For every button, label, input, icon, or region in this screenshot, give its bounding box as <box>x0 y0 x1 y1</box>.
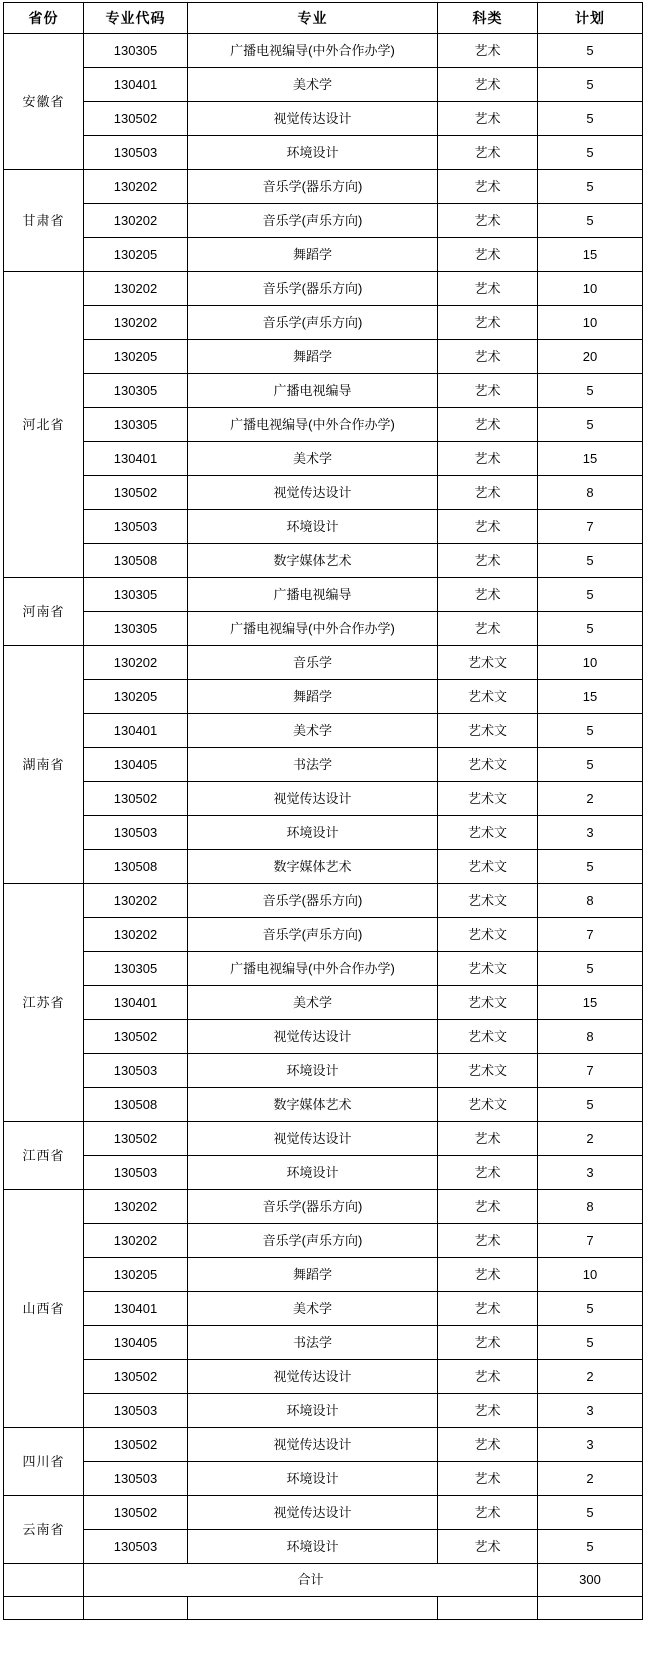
category-cell: 艺术 <box>438 1156 538 1190</box>
table-row <box>4 1462 643 1496</box>
table-row <box>4 1054 643 1088</box>
category-cell: 艺术文 <box>438 986 538 1020</box>
major-code-cell: 130202 <box>84 884 188 918</box>
category-cell: 艺术 <box>438 1394 538 1428</box>
plan-count-cell: 15 <box>538 238 643 272</box>
plan-count-cell: 7 <box>538 510 643 544</box>
plan-count-cell: 5 <box>538 1088 643 1122</box>
table-row <box>4 1530 643 1564</box>
major-name-cell: 美术学 <box>188 714 438 748</box>
major-code-cell: 130305 <box>84 612 188 646</box>
plan-count-cell: 5 <box>538 1292 643 1326</box>
category-cell: 艺术文 <box>438 918 538 952</box>
table-row <box>4 1326 643 1360</box>
major-name-cell: 美术学 <box>188 986 438 1020</box>
empty-cell <box>84 1597 188 1620</box>
table-row <box>4 408 643 442</box>
major-name-cell: 环境设计 <box>188 1054 438 1088</box>
category-cell: 艺术文 <box>438 782 538 816</box>
plan-count-cell: 10 <box>538 306 643 340</box>
plan-count-cell: 10 <box>538 1258 643 1292</box>
plan-count-cell: 5 <box>538 544 643 578</box>
major-name-cell: 音乐学(声乐方向) <box>188 204 438 238</box>
category-cell: 艺术文 <box>438 1054 538 1088</box>
table-row <box>4 34 643 68</box>
category-cell: 艺术 <box>438 1360 538 1394</box>
major-name-cell: 视觉传达设计 <box>188 1360 438 1394</box>
table-row <box>4 612 643 646</box>
category-cell: 艺术 <box>438 1122 538 1156</box>
major-name-cell: 音乐学(声乐方向) <box>188 306 438 340</box>
plan-count-cell: 5 <box>538 1530 643 1564</box>
category-cell: 艺术 <box>438 612 538 646</box>
category-cell: 艺术 <box>438 272 538 306</box>
table-row <box>4 204 643 238</box>
table-row <box>4 1428 643 1462</box>
plan-count-cell: 5 <box>538 68 643 102</box>
plan-count-cell: 20 <box>538 340 643 374</box>
plan-count-cell: 5 <box>538 1496 643 1530</box>
major-code-cell: 130205 <box>84 340 188 374</box>
table-row <box>4 102 643 136</box>
plan-count-cell: 5 <box>538 952 643 986</box>
major-code-cell: 130502 <box>84 476 188 510</box>
major-name-cell: 数字媒体艺术 <box>188 850 438 884</box>
major-code-cell: 130503 <box>84 1054 188 1088</box>
major-name-cell: 视觉传达设计 <box>188 102 438 136</box>
table-body <box>4 34 643 1620</box>
table-row <box>4 1360 643 1394</box>
total-value: 300 <box>538 1564 643 1597</box>
major-name-cell: 广播电视编导 <box>188 578 438 612</box>
category-cell: 艺术 <box>438 578 538 612</box>
major-name-cell: 舞蹈学 <box>188 680 438 714</box>
category-cell: 艺术文 <box>438 680 538 714</box>
plan-count-cell: 3 <box>538 1428 643 1462</box>
table-row <box>4 884 643 918</box>
major-name-cell: 美术学 <box>188 1292 438 1326</box>
major-name-cell: 音乐学(器乐方向) <box>188 1190 438 1224</box>
table-row <box>4 374 643 408</box>
total-row-empty-cell <box>4 1564 84 1597</box>
table-row <box>4 1258 643 1292</box>
major-name-cell: 视觉传达设计 <box>188 1020 438 1054</box>
table-row <box>4 340 643 374</box>
category-cell: 艺术文 <box>438 952 538 986</box>
table-row <box>4 578 643 612</box>
province-cell: 江西省 <box>4 1122 84 1190</box>
major-name-cell: 音乐学(声乐方向) <box>188 1224 438 1258</box>
table-row <box>4 136 643 170</box>
plan-count-cell: 15 <box>538 680 643 714</box>
column-header-category: 科类 <box>438 3 538 34</box>
major-name-cell: 视觉传达设计 <box>188 782 438 816</box>
category-cell: 艺术 <box>438 1258 538 1292</box>
table-row <box>4 782 643 816</box>
major-code-cell: 130305 <box>84 952 188 986</box>
category-cell: 艺术文 <box>438 714 538 748</box>
table-row <box>4 1496 643 1530</box>
category-cell: 艺术 <box>438 1496 538 1530</box>
plan-count-cell: 5 <box>538 714 643 748</box>
empty-cell <box>438 1597 538 1620</box>
category-cell: 艺术文 <box>438 646 538 680</box>
major-code-cell: 130503 <box>84 136 188 170</box>
major-code-cell: 130508 <box>84 544 188 578</box>
major-code-cell: 130202 <box>84 918 188 952</box>
major-name-cell: 环境设计 <box>188 816 438 850</box>
province-cell: 云南省 <box>4 1496 84 1564</box>
major-code-cell: 130305 <box>84 34 188 68</box>
plan-count-cell: 5 <box>538 408 643 442</box>
major-name-cell: 广播电视编导(中外合作办学) <box>188 408 438 442</box>
table-row <box>4 1122 643 1156</box>
plan-count-cell: 8 <box>538 476 643 510</box>
category-cell: 艺术文 <box>438 1020 538 1054</box>
table-row <box>4 476 643 510</box>
table-row <box>4 952 643 986</box>
province-cell: 湖南省 <box>4 646 84 884</box>
trailing-empty-row <box>4 1597 643 1620</box>
plan-count-cell: 2 <box>538 782 643 816</box>
table-row <box>4 442 643 476</box>
major-code-cell: 130502 <box>84 782 188 816</box>
plan-count-cell: 5 <box>538 374 643 408</box>
plan-count-cell: 7 <box>538 1224 643 1258</box>
category-cell: 艺术 <box>438 1190 538 1224</box>
category-cell: 艺术文 <box>438 748 538 782</box>
major-name-cell: 环境设计 <box>188 510 438 544</box>
province-cell: 江苏省 <box>4 884 84 1122</box>
total-label: 合计 <box>84 1564 538 1597</box>
category-cell: 艺术 <box>438 340 538 374</box>
table-row <box>4 1020 643 1054</box>
plan-count-cell: 7 <box>538 918 643 952</box>
major-name-cell: 舞蹈学 <box>188 1258 438 1292</box>
category-cell: 艺术 <box>438 1530 538 1564</box>
major-name-cell: 视觉传达设计 <box>188 1496 438 1530</box>
table-row <box>4 748 643 782</box>
major-name-cell: 书法学 <box>188 748 438 782</box>
major-code-cell: 130502 <box>84 1428 188 1462</box>
table-row <box>4 816 643 850</box>
plan-count-cell: 5 <box>538 204 643 238</box>
plan-count-cell: 15 <box>538 986 643 1020</box>
plan-count-cell: 5 <box>538 102 643 136</box>
table-row <box>4 918 643 952</box>
category-cell: 艺术文 <box>438 1088 538 1122</box>
category-cell: 艺术 <box>438 374 538 408</box>
major-name-cell: 数字媒体艺术 <box>188 544 438 578</box>
enrollment-plan-table <box>3 2 643 1620</box>
table-row <box>4 680 643 714</box>
plan-count-cell: 5 <box>538 748 643 782</box>
table-row <box>4 544 643 578</box>
table-row <box>4 68 643 102</box>
plan-count-cell: 2 <box>538 1462 643 1496</box>
major-code-cell: 130503 <box>84 1530 188 1564</box>
major-name-cell: 音乐学(器乐方向) <box>188 884 438 918</box>
major-name-cell: 视觉传达设计 <box>188 476 438 510</box>
province-cell: 山西省 <box>4 1190 84 1428</box>
major-code-cell: 130502 <box>84 1020 188 1054</box>
table-row <box>4 1156 643 1190</box>
table-row <box>4 1292 643 1326</box>
major-name-cell: 音乐学 <box>188 646 438 680</box>
column-header-plan: 计划 <box>538 3 643 34</box>
major-name-cell: 数字媒体艺术 <box>188 1088 438 1122</box>
empty-cell <box>538 1597 643 1620</box>
category-cell: 艺术文 <box>438 850 538 884</box>
major-code-cell: 130205 <box>84 238 188 272</box>
major-code-cell: 130405 <box>84 748 188 782</box>
major-name-cell: 舞蹈学 <box>188 238 438 272</box>
plan-count-cell: 2 <box>538 1360 643 1394</box>
major-code-cell: 130202 <box>84 170 188 204</box>
major-code-cell: 130202 <box>84 1190 188 1224</box>
major-code-cell: 130502 <box>84 1122 188 1156</box>
plan-count-cell: 5 <box>538 34 643 68</box>
plan-count-cell: 10 <box>538 272 643 306</box>
category-cell: 艺术 <box>438 408 538 442</box>
category-cell: 艺术 <box>438 170 538 204</box>
major-code-cell: 130205 <box>84 1258 188 1292</box>
category-cell: 艺术 <box>438 102 538 136</box>
major-name-cell: 广播电视编导 <box>188 374 438 408</box>
plan-count-cell: 8 <box>538 1190 643 1224</box>
major-code-cell: 130401 <box>84 986 188 1020</box>
major-code-cell: 130503 <box>84 1156 188 1190</box>
column-header-major: 专业 <box>188 3 438 34</box>
major-name-cell: 视觉传达设计 <box>188 1428 438 1462</box>
category-cell: 艺术文 <box>438 816 538 850</box>
category-cell: 艺术 <box>438 34 538 68</box>
major-code-cell: 130502 <box>84 1360 188 1394</box>
plan-count-cell: 7 <box>538 1054 643 1088</box>
major-code-cell: 130205 <box>84 680 188 714</box>
category-cell: 艺术 <box>438 1428 538 1462</box>
major-code-cell: 130305 <box>84 374 188 408</box>
major-code-cell: 130503 <box>84 1394 188 1428</box>
major-name-cell: 音乐学(声乐方向) <box>188 918 438 952</box>
province-cell: 河南省 <box>4 578 84 646</box>
empty-cell <box>188 1597 438 1620</box>
major-name-cell: 视觉传达设计 <box>188 1122 438 1156</box>
major-code-cell: 130202 <box>84 272 188 306</box>
category-cell: 艺术 <box>438 1326 538 1360</box>
table-row <box>4 170 643 204</box>
major-name-cell: 环境设计 <box>188 1156 438 1190</box>
category-cell: 艺术 <box>438 510 538 544</box>
major-name-cell: 广播电视编导(中外合作办学) <box>188 34 438 68</box>
plan-count-cell: 3 <box>538 1394 643 1428</box>
plan-count-cell: 5 <box>538 578 643 612</box>
major-code-cell: 130401 <box>84 68 188 102</box>
major-name-cell: 美术学 <box>188 68 438 102</box>
category-cell: 艺术 <box>438 238 538 272</box>
major-code-cell: 130401 <box>84 1292 188 1326</box>
major-code-cell: 130202 <box>84 646 188 680</box>
province-cell: 河北省 <box>4 272 84 578</box>
column-header-major-code: 专业代码 <box>84 3 188 34</box>
category-cell: 艺术 <box>438 204 538 238</box>
table-row <box>4 646 643 680</box>
major-code-cell: 130305 <box>84 408 188 442</box>
major-code-cell: 130502 <box>84 1496 188 1530</box>
major-code-cell: 130503 <box>84 816 188 850</box>
plan-count-cell: 3 <box>538 816 643 850</box>
header-row <box>4 3 643 34</box>
category-cell: 艺术 <box>438 1462 538 1496</box>
major-code-cell: 130401 <box>84 714 188 748</box>
column-header-province: 省份 <box>4 3 84 34</box>
table-row <box>4 1224 643 1258</box>
table-row <box>4 238 643 272</box>
category-cell: 艺术文 <box>438 884 538 918</box>
plan-count-cell: 8 <box>538 1020 643 1054</box>
major-name-cell: 广播电视编导(中外合作办学) <box>188 952 438 986</box>
plan-count-cell: 5 <box>538 612 643 646</box>
province-cell: 四川省 <box>4 1428 84 1496</box>
category-cell: 艺术 <box>438 1292 538 1326</box>
major-code-cell: 130508 <box>84 850 188 884</box>
plan-count-cell: 8 <box>538 884 643 918</box>
major-code-cell: 130202 <box>84 1224 188 1258</box>
major-name-cell: 音乐学(器乐方向) <box>188 170 438 204</box>
plan-count-cell: 5 <box>538 850 643 884</box>
major-code-cell: 130503 <box>84 510 188 544</box>
category-cell: 艺术 <box>438 68 538 102</box>
table-row <box>4 986 643 1020</box>
plan-count-cell: 10 <box>538 646 643 680</box>
category-cell: 艺术 <box>438 1224 538 1258</box>
empty-cell <box>4 1597 84 1620</box>
major-code-cell: 130502 <box>84 102 188 136</box>
major-name-cell: 广播电视编导(中外合作办学) <box>188 612 438 646</box>
table-header <box>4 3 643 34</box>
major-code-cell: 130202 <box>84 204 188 238</box>
total-row <box>4 1564 643 1597</box>
major-code-cell: 130401 <box>84 442 188 476</box>
major-name-cell: 音乐学(器乐方向) <box>188 272 438 306</box>
table-row <box>4 272 643 306</box>
major-name-cell: 环境设计 <box>188 1394 438 1428</box>
major-code-cell: 130503 <box>84 1462 188 1496</box>
table-row <box>4 306 643 340</box>
plan-count-cell: 15 <box>538 442 643 476</box>
major-name-cell: 美术学 <box>188 442 438 476</box>
table-row <box>4 714 643 748</box>
category-cell: 艺术 <box>438 136 538 170</box>
category-cell: 艺术 <box>438 306 538 340</box>
major-name-cell: 书法学 <box>188 1326 438 1360</box>
category-cell: 艺术 <box>438 544 538 578</box>
plan-count-cell: 5 <box>538 170 643 204</box>
table-row <box>4 1088 643 1122</box>
table-row <box>4 1190 643 1224</box>
category-cell: 艺术 <box>438 476 538 510</box>
major-name-cell: 环境设计 <box>188 136 438 170</box>
province-cell: 安徽省 <box>4 34 84 170</box>
province-cell: 甘肃省 <box>4 170 84 272</box>
table-row <box>4 510 643 544</box>
table-row <box>4 1394 643 1428</box>
major-code-cell: 130405 <box>84 1326 188 1360</box>
table-row <box>4 850 643 884</box>
plan-count-cell: 5 <box>538 1326 643 1360</box>
major-code-cell: 130508 <box>84 1088 188 1122</box>
plan-count-cell: 3 <box>538 1156 643 1190</box>
plan-count-cell: 5 <box>538 136 643 170</box>
major-name-cell: 舞蹈学 <box>188 340 438 374</box>
plan-count-cell: 2 <box>538 1122 643 1156</box>
category-cell: 艺术 <box>438 442 538 476</box>
major-code-cell: 130305 <box>84 578 188 612</box>
major-code-cell: 130202 <box>84 306 188 340</box>
major-name-cell: 环境设计 <box>188 1462 438 1496</box>
major-name-cell: 环境设计 <box>188 1530 438 1564</box>
